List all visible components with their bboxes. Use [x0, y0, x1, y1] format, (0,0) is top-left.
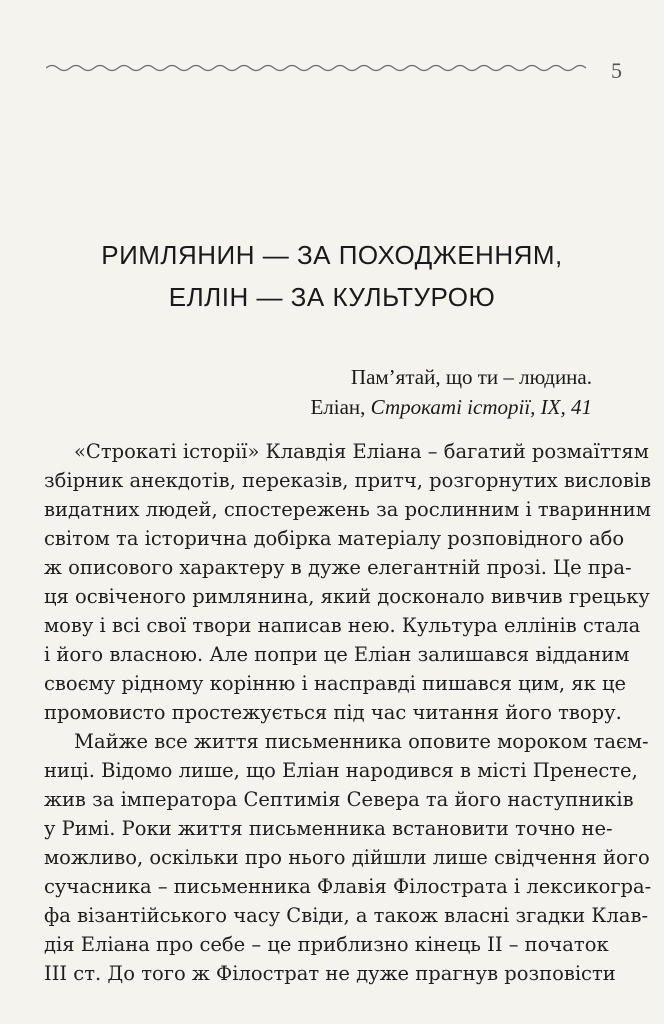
body-line: промовисто простежується під час читання його твору. [44, 701, 622, 724]
body-line: сучасника – письменника Флавія Філострата і лексикогра- [44, 875, 652, 898]
decorative-wavy-rule [46, 60, 591, 76]
body-line: Майже все життя письменника оповите мороком таєм- [74, 730, 649, 753]
body-line: жив за імператора Септимія Севера та його наступників [44, 788, 634, 811]
body-line: III ст. До того ж Філострат не дуже прагнув розповісти [44, 962, 616, 985]
body-line: видатних людей, спостережень за рослинним і тваринним [44, 498, 651, 521]
epigraph-source: Строкаті історії, IX, 41 [370, 395, 592, 419]
body-line: ця освіченого римлянина, який досконало вивчив грецьку [44, 585, 650, 608]
chapter-title-line-1: РИМЛЯНИН — ЗА ПОХОДЖЕННЯМ, [101, 240, 563, 270]
body-line: дія Еліана про себе – це приблизно кінець II – початок [44, 933, 609, 956]
epigraph-attribution [310, 395, 592, 420]
page-number: 5 [611, 58, 622, 83]
body-line: ниці. Відомо лише, що Еліан народився в місті Пренесте, [44, 759, 638, 782]
epigraph-quote: Пам’ятай, що ти – людина. [350, 365, 592, 389]
body-line: збірник анекдотів, переказів, притч, розгорнутих висловів [44, 469, 652, 492]
body-line: мову і всі свої твори написав нею. Культура еллінів стала [44, 614, 641, 637]
body-line: світом та історична добірка матеріалу розповідного або [44, 527, 625, 550]
body-line: у Римі. Роки життя письменника встановити точно не- [44, 817, 613, 840]
body-line: «Строкаті історії» Клавдія Еліана – багатий розмаїттям [74, 440, 649, 463]
epigraph-author: Еліан, [310, 395, 371, 419]
body-line: фа візантійського часу Свіди, а також власні згадки Клав- [44, 904, 649, 927]
body-line: і його власною. Але попри це Еліан залишався відданим [44, 643, 630, 666]
body-line: ж описового характеру в дуже елегантній прозі. Це пра- [44, 556, 632, 579]
chapter-title-line-2: ЕЛЛІН — ЗА КУЛЬТУРОЮ [168, 282, 496, 312]
body-line: своєму рідному корінню і насправді пишався цим, як це [44, 672, 627, 695]
body-line: можливо, оскільки про нього дійшли лише свідчення його [44, 846, 650, 869]
